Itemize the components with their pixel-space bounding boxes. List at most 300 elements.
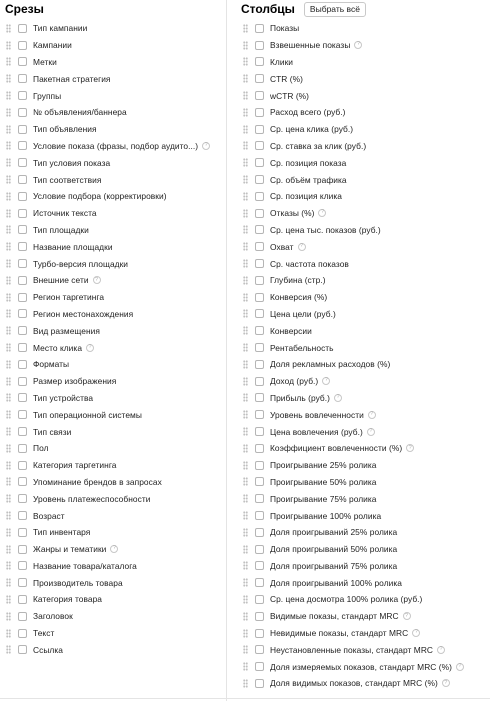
columns-item-label[interactable]: Взвешенные показы [270,40,351,51]
slices-item[interactable] [0,507,226,524]
slices-item-checkbox[interactable] [18,427,27,436]
slices-item-checkbox[interactable] [18,595,27,604]
columns-item-label[interactable]: Доля проигрываний 100% ролика [270,577,402,588]
columns-item-checkbox[interactable] [255,645,264,654]
columns-item[interactable] [226,541,490,558]
columns-item[interactable] [226,238,490,255]
slices-item-label[interactable]: Внешние сети [33,275,89,286]
columns-item-checkbox[interactable] [255,74,264,83]
slices-item-checkbox[interactable] [18,629,27,638]
drag-handle-icon[interactable] [6,158,11,167]
columns-item-checkbox[interactable] [255,293,264,302]
drag-handle-icon[interactable] [243,192,248,201]
drag-handle-icon[interactable] [6,444,11,453]
drag-handle-icon[interactable] [243,393,248,402]
columns-item[interactable] [226,339,490,356]
slices-item-label[interactable]: Кампании [33,40,72,51]
slices-item-checkbox[interactable] [18,57,27,66]
question-mark-icon[interactable]: ? [354,41,362,49]
slices-item-label[interactable]: Условие показа (фразы, подбор аудито...) [33,140,199,151]
drag-handle-icon[interactable] [243,57,248,66]
columns-item-label[interactable]: Охват [270,241,294,252]
drag-handle-icon[interactable] [6,427,11,436]
drag-handle-icon[interactable] [243,377,248,386]
drag-handle-icon[interactable] [243,360,248,369]
question-mark-icon[interactable]: ? [403,612,411,620]
slices-item[interactable] [0,171,226,188]
columns-item-label[interactable]: wCTR (%) [270,90,310,101]
slices-item-checkbox[interactable] [18,545,27,554]
slices-item-checkbox[interactable] [18,276,27,285]
slices-item[interactable] [0,104,226,121]
columns-item[interactable] [226,390,490,407]
columns-item-label[interactable]: Уровень вовлеченности [270,409,364,420]
slices-item[interactable] [0,524,226,541]
columns-item-checkbox[interactable] [255,545,264,554]
drag-handle-icon[interactable] [6,108,11,117]
drag-handle-icon[interactable] [6,24,11,33]
drag-handle-icon[interactable] [243,276,248,285]
slices-item[interactable] [0,390,226,407]
columns-item-label[interactable]: Доля видимых показов, стандарт MRC (%) [270,678,438,689]
slices-item-label[interactable]: Группы [33,90,62,101]
drag-handle-icon[interactable] [6,528,11,537]
columns-item[interactable] [226,574,490,591]
slices-item[interactable] [0,205,226,222]
slices-item[interactable] [0,222,226,239]
drag-handle-icon[interactable] [243,108,248,117]
drag-handle-icon[interactable] [243,679,248,688]
select-all-button[interactable]: Выбрать всё [304,2,366,17]
slices-item[interactable] [0,20,226,37]
question-mark-icon[interactable]: ? [412,629,420,637]
columns-item[interactable] [226,121,490,138]
drag-handle-icon[interactable] [6,192,11,201]
drag-handle-icon[interactable] [243,343,248,352]
slices-item-checkbox[interactable] [18,444,27,453]
columns-item-checkbox[interactable] [255,595,264,604]
columns-item-label[interactable]: Ср. позиция клика [270,191,342,202]
columns-item-checkbox[interactable] [255,141,264,150]
slices-item-checkbox[interactable] [18,108,27,117]
columns-item-label[interactable]: Глубина (стр.) [270,275,326,286]
columns-item[interactable] [226,490,490,507]
drag-handle-icon[interactable] [243,242,248,251]
slices-item-label[interactable]: Размер изображения [33,376,117,387]
slices-item-checkbox[interactable] [18,141,27,150]
question-mark-icon[interactable]: ? [437,646,445,654]
columns-item[interactable] [226,356,490,373]
columns-item[interactable] [226,524,490,541]
slices-item-label[interactable]: Регион таргетинга [33,292,105,303]
columns-item[interactable] [226,440,490,457]
columns-item[interactable] [226,37,490,54]
columns-item-checkbox[interactable] [255,511,264,520]
columns-item-checkbox[interactable] [255,242,264,251]
columns-item-label[interactable]: Ср. цена тыс. показов (руб.) [270,224,381,235]
drag-handle-icon[interactable] [6,41,11,50]
columns-item[interactable] [226,87,490,104]
drag-handle-icon[interactable] [243,91,248,100]
columns-item-checkbox[interactable] [255,662,264,671]
slices-item[interactable] [0,87,226,104]
drag-handle-icon[interactable] [243,158,248,167]
slices-item-label[interactable]: Текст [33,628,55,639]
columns-item[interactable] [226,154,490,171]
question-mark-icon[interactable]: ? [456,663,464,671]
columns-item-label[interactable]: Доля рекламных расходов (%) [270,359,391,370]
columns-item[interactable] [226,373,490,390]
columns-item-label[interactable]: Расход всего (руб.) [270,107,346,118]
question-mark-icon[interactable]: ? [367,428,375,436]
slices-item-checkbox[interactable] [18,578,27,587]
slices-item-label[interactable]: Уровень платежеспособности [33,493,151,504]
columns-item[interactable] [226,171,490,188]
drag-handle-icon[interactable] [243,410,248,419]
drag-handle-icon[interactable] [6,578,11,587]
slices-item-label[interactable]: Тип условия показа [33,157,111,168]
drag-handle-icon[interactable] [6,561,11,570]
slices-item-label[interactable]: Регион местонахождения [33,308,134,319]
slices-item-label[interactable]: Ссылка [33,644,63,655]
slices-item[interactable] [0,322,226,339]
columns-item-label[interactable]: Доля проигрываний 75% ролика [270,560,398,571]
drag-handle-icon[interactable] [243,662,248,671]
drag-handle-icon[interactable] [6,360,11,369]
question-mark-icon[interactable]: ? [318,209,326,217]
slices-item[interactable] [0,490,226,507]
columns-item[interactable] [226,457,490,474]
slices-item-checkbox[interactable] [18,91,27,100]
slices-item-checkbox[interactable] [18,309,27,318]
columns-item[interactable] [226,406,490,423]
columns-item-checkbox[interactable] [255,561,264,570]
columns-item[interactable] [226,306,490,323]
columns-item[interactable] [226,423,490,440]
columns-item-label[interactable]: Доля проигрываний 50% ролика [270,544,398,555]
drag-handle-icon[interactable] [243,528,248,537]
columns-item-label[interactable]: Проигрывание 75% ролика [270,493,377,504]
drag-handle-icon[interactable] [243,444,248,453]
drag-handle-icon[interactable] [243,225,248,234]
slices-item-checkbox[interactable] [18,477,27,486]
drag-handle-icon[interactable] [243,477,248,486]
drag-handle-icon[interactable] [6,377,11,386]
slices-item-checkbox[interactable] [18,24,27,33]
columns-item[interactable] [226,558,490,575]
drag-handle-icon[interactable] [243,427,248,436]
drag-handle-icon[interactable] [243,561,248,570]
slices-item-checkbox[interactable] [18,393,27,402]
drag-handle-icon[interactable] [6,276,11,285]
drag-handle-icon[interactable] [6,461,11,470]
drag-handle-icon[interactable] [243,41,248,50]
slices-item-label[interactable]: Тип площадки [33,224,89,235]
slices-item-checkbox[interactable] [18,360,27,369]
drag-handle-icon[interactable] [6,595,11,604]
columns-item-checkbox[interactable] [255,57,264,66]
slices-item-label[interactable]: Турбо-версия площадки [33,258,129,269]
columns-item-label[interactable]: CTR (%) [270,73,303,84]
slices-item-label[interactable]: Источник текста [33,208,97,219]
columns-item[interactable] [226,272,490,289]
slices-item-label[interactable]: Упоминание брендов в запросах [33,476,162,487]
slices-item-checkbox[interactable] [18,175,27,184]
columns-item[interactable] [226,322,490,339]
slices-item-label[interactable]: Тип соответствия [33,174,102,185]
drag-handle-icon[interactable] [6,141,11,150]
drag-handle-icon[interactable] [6,293,11,302]
columns-item-checkbox[interactable] [255,175,264,184]
slices-item[interactable] [0,625,226,642]
columns-item[interactable] [226,205,490,222]
slices-item-label[interactable]: Метки [33,56,57,67]
columns-item[interactable] [226,641,490,658]
slices-item[interactable] [0,339,226,356]
drag-handle-icon[interactable] [243,494,248,503]
slices-item-checkbox[interactable] [18,645,27,654]
columns-item-label[interactable]: Ср. цена клика (руб.) [270,124,354,135]
columns-item-checkbox[interactable] [255,41,264,50]
slices-item-label[interactable]: Место клика [33,342,83,353]
drag-handle-icon[interactable] [243,209,248,218]
columns-item-label[interactable]: Проигрывание 25% ролика [270,460,377,471]
slices-item-label[interactable]: Условие подбора (корректировки) [33,191,167,202]
columns-item[interactable] [226,188,490,205]
slices-item-label[interactable]: Категория таргетинга [33,460,117,471]
columns-item-label[interactable]: Конверсии [270,325,312,336]
drag-handle-icon[interactable] [6,125,11,134]
slices-item[interactable] [0,356,226,373]
columns-item-checkbox[interactable] [255,108,264,117]
drag-handle-icon[interactable] [243,309,248,318]
slices-item[interactable] [0,373,226,390]
slices-item-checkbox[interactable] [18,209,27,218]
drag-handle-icon[interactable] [6,91,11,100]
drag-handle-icon[interactable] [243,578,248,587]
slices-item[interactable] [0,406,226,423]
columns-item-checkbox[interactable] [255,377,264,386]
columns-item-checkbox[interactable] [255,477,264,486]
columns-item-label[interactable]: Ср. позиция показа [270,157,347,168]
columns-item-label[interactable]: Ср. частота показов [270,258,349,269]
columns-item-checkbox[interactable] [255,343,264,352]
columns-item-label[interactable]: Проигрывание 100% ролика [270,510,382,521]
slices-item-label[interactable]: Форматы [33,359,70,370]
slices-item-label[interactable]: Тип связи [33,426,72,437]
slices-item[interactable] [0,423,226,440]
columns-item-label[interactable]: Ср. цена досмотра 100% ролика (руб.) [270,594,423,605]
slices-item[interactable] [0,121,226,138]
columns-item[interactable] [226,474,490,491]
columns-item-checkbox[interactable] [255,427,264,436]
question-mark-icon[interactable]: ? [298,243,306,251]
drag-handle-icon[interactable] [6,545,11,554]
slices-item[interactable] [0,306,226,323]
drag-handle-icon[interactable] [6,477,11,486]
slices-item-label[interactable]: Категория товара [33,594,103,605]
columns-item-label[interactable]: Ср. ставка за клик (руб.) [270,140,367,151]
columns-item-checkbox[interactable] [255,528,264,537]
columns-item-label[interactable]: Коэффициент вовлеченности (%) [270,443,403,454]
question-mark-icon[interactable]: ? [442,679,450,687]
slices-item-label[interactable]: № объявления/баннера [33,107,127,118]
slices-item[interactable] [0,457,226,474]
columns-item[interactable] [226,70,490,87]
drag-handle-icon[interactable] [243,24,248,33]
columns-item[interactable] [226,104,490,121]
columns-item-checkbox[interactable] [255,209,264,218]
drag-handle-icon[interactable] [6,209,11,218]
columns-item-checkbox[interactable] [255,192,264,201]
columns-item[interactable] [226,675,490,692]
slices-item-checkbox[interactable] [18,192,27,201]
drag-handle-icon[interactable] [6,242,11,251]
slices-item[interactable] [0,255,226,272]
slices-item-label[interactable]: Вид размещения [33,325,100,336]
slices-item[interactable] [0,154,226,171]
slices-item[interactable] [0,608,226,625]
drag-handle-icon[interactable] [243,326,248,335]
columns-item-checkbox[interactable] [255,578,264,587]
slices-item-checkbox[interactable] [18,293,27,302]
slices-item[interactable] [0,138,226,155]
question-mark-icon[interactable]: ? [334,394,342,402]
slices-item[interactable] [0,272,226,289]
columns-item-label[interactable]: Клики [270,56,294,67]
drag-handle-icon[interactable] [243,141,248,150]
slices-item[interactable] [0,574,226,591]
columns-item-checkbox[interactable] [255,444,264,453]
columns-item-label[interactable]: Доход (руб.) [270,376,319,387]
slices-item[interactable] [0,37,226,54]
question-mark-icon[interactable]: ? [368,411,376,419]
slices-item[interactable] [0,188,226,205]
columns-item-checkbox[interactable] [255,612,264,621]
columns-item-checkbox[interactable] [255,494,264,503]
slices-item[interactable] [0,541,226,558]
slices-item-checkbox[interactable] [18,242,27,251]
columns-item-checkbox[interactable] [255,629,264,638]
slices-item-label[interactable]: Название товара/каталога [33,560,137,571]
columns-item[interactable] [226,625,490,642]
slices-item-checkbox[interactable] [18,225,27,234]
columns-item-label[interactable]: Доля проигрываний 25% ролика [270,527,398,538]
columns-item[interactable] [226,608,490,625]
slices-item-label[interactable]: Производитель товара [33,577,123,588]
question-mark-icon[interactable]: ? [110,545,118,553]
columns-item-label[interactable]: Цена цели (руб.) [270,308,336,319]
drag-handle-icon[interactable] [6,57,11,66]
columns-item[interactable] [226,591,490,608]
drag-handle-icon[interactable] [243,259,248,268]
columns-item-label[interactable]: Неустановленные показы, стандарт MRC [270,644,434,655]
columns-item-label[interactable]: Видимые показы, стандарт MRC [270,611,399,622]
drag-handle-icon[interactable] [243,511,248,520]
drag-handle-icon[interactable] [243,74,248,83]
slices-item[interactable] [0,238,226,255]
columns-item[interactable] [226,255,490,272]
drag-handle-icon[interactable] [6,259,11,268]
columns-item-checkbox[interactable] [255,225,264,234]
columns-item[interactable] [226,507,490,524]
slices-item-checkbox[interactable] [18,326,27,335]
slices-item[interactable] [0,474,226,491]
drag-handle-icon[interactable] [243,612,248,621]
slices-item-label[interactable]: Тип объявления [33,124,97,135]
columns-item-label[interactable]: Невидимые показы, стандарт MRC [270,628,409,639]
columns-item[interactable] [226,20,490,37]
slices-item[interactable] [0,54,226,71]
columns-item-checkbox[interactable] [255,125,264,134]
drag-handle-icon[interactable] [6,511,11,520]
slices-item[interactable] [0,70,226,87]
columns-item-label[interactable]: Показы [270,23,300,34]
question-mark-icon[interactable]: ? [86,344,94,352]
drag-handle-icon[interactable] [6,645,11,654]
columns-item-checkbox[interactable] [255,393,264,402]
columns-item-label[interactable]: Конверсия (%) [270,292,328,303]
columns-item-checkbox[interactable] [255,410,264,419]
drag-handle-icon[interactable] [243,125,248,134]
drag-handle-icon[interactable] [243,293,248,302]
columns-item-label[interactable]: Отказы (%) [270,208,315,219]
drag-handle-icon[interactable] [6,612,11,621]
columns-item-label[interactable]: Ср. объём трафика [270,174,347,185]
columns-item[interactable] [226,54,490,71]
columns-item-checkbox[interactable] [255,259,264,268]
columns-item-label[interactable]: Доля измеряемых показов, стандарт MRC (%) [270,661,452,672]
drag-handle-icon[interactable] [6,175,11,184]
drag-handle-icon[interactable] [243,545,248,554]
columns-item-label[interactable]: Цена вовлечения (руб.) [270,426,363,437]
question-mark-icon[interactable]: ? [322,377,330,385]
drag-handle-icon[interactable] [243,645,248,654]
slices-item[interactable] [0,641,226,658]
drag-handle-icon[interactable] [243,461,248,470]
columns-item-checkbox[interactable] [255,91,264,100]
columns-item-checkbox[interactable] [255,276,264,285]
slices-item-label[interactable]: Возраст [33,510,65,521]
drag-handle-icon[interactable] [243,175,248,184]
slices-item-checkbox[interactable] [18,511,27,520]
slices-item-checkbox[interactable] [18,612,27,621]
drag-handle-icon[interactable] [6,309,11,318]
slices-item-checkbox[interactable] [18,41,27,50]
slices-item-label[interactable]: Тип операционной системы [33,409,142,420]
drag-handle-icon[interactable] [243,595,248,604]
slices-item-checkbox[interactable] [18,494,27,503]
columns-item-checkbox[interactable] [255,309,264,318]
slices-item[interactable] [0,289,226,306]
slices-item-checkbox[interactable] [18,461,27,470]
question-mark-icon[interactable]: ? [202,142,210,150]
slices-item-checkbox[interactable] [18,410,27,419]
slices-item[interactable] [0,558,226,575]
slices-item-label[interactable]: Тип кампании [33,23,88,34]
drag-handle-icon[interactable] [6,326,11,335]
slices-item-label[interactable]: Жанры и тематики [33,544,107,555]
question-mark-icon[interactable]: ? [406,444,414,452]
drag-handle-icon[interactable] [6,225,11,234]
slices-item-checkbox[interactable] [18,259,27,268]
slices-item-label[interactable]: Тип инвентаря [33,527,91,538]
columns-item-label[interactable]: Проигрывание 50% ролика [270,476,377,487]
columns-item-checkbox[interactable] [255,360,264,369]
slices-item-checkbox[interactable] [18,561,27,570]
slices-item-checkbox[interactable] [18,158,27,167]
columns-item[interactable] [226,222,490,239]
